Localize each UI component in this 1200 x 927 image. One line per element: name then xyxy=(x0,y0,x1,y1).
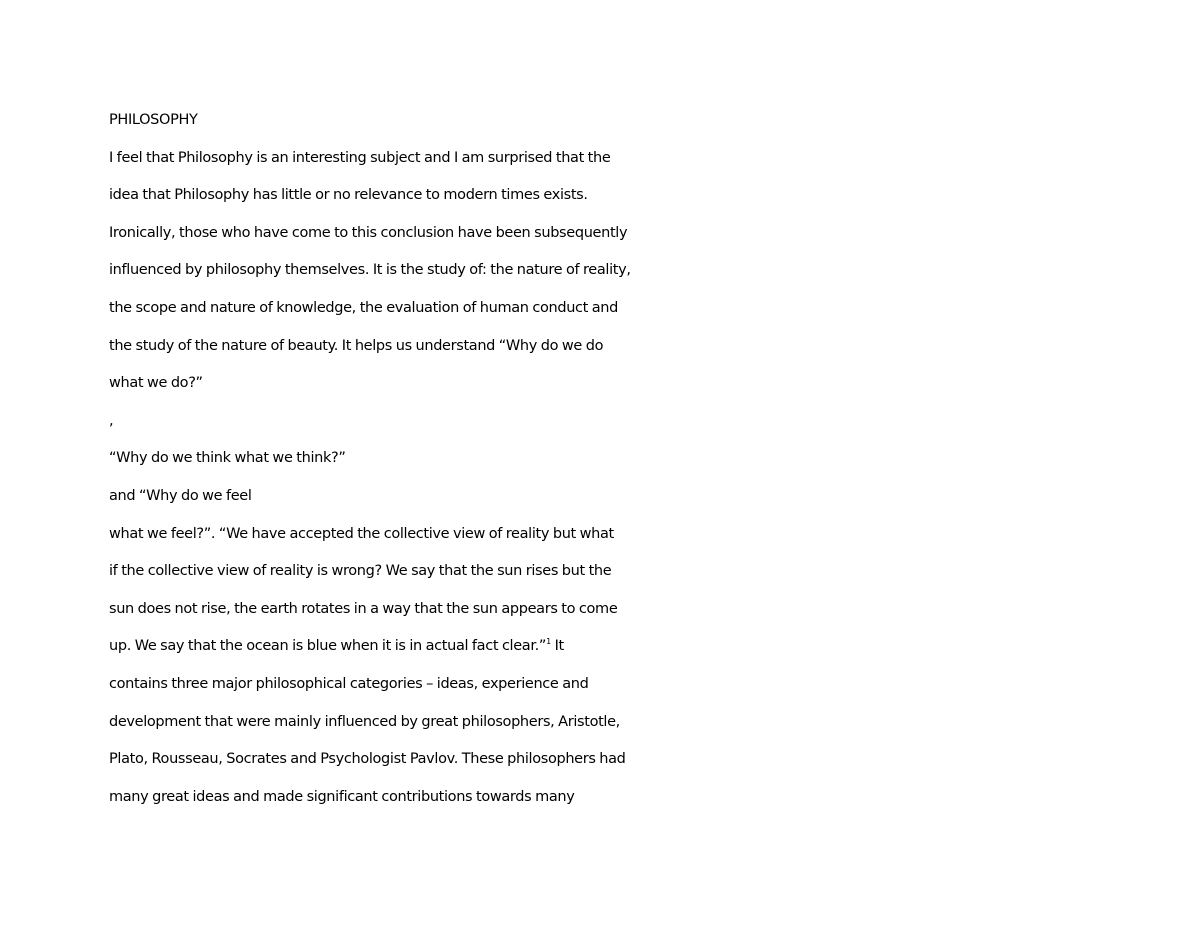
text-line: what we feel?”. “We have accepted the collective view of reality but what xyxy=(109,525,614,542)
text-segment: It xyxy=(550,638,564,655)
text-line: Plato, Rousseau, Socrates and Psychologist Pavlov. These philosophers had xyxy=(109,751,626,768)
text-line: “Why do we think what we think?” xyxy=(109,450,346,467)
text-line: Ironically, those who have come to this conclusion have been subsequently xyxy=(109,224,628,241)
text-line-with-footnote xyxy=(109,634,709,672)
text-segment: up. We say that the ocean is blue when it is in actual fact clear.” xyxy=(109,638,547,655)
document-title: PHILOSOPHY xyxy=(109,112,198,128)
document-body xyxy=(109,108,709,822)
text-line: the scope and nature of knowledge, the evaluation of human conduct and xyxy=(109,299,618,316)
text-line: sun does not rise, the earth rotates in a way that the sun appears to come xyxy=(109,600,618,617)
text-line: , xyxy=(109,412,114,429)
text-line: many great ideas and made significant contributions towards many xyxy=(109,788,575,805)
text-line: if the collective view of reality is wrong? We say that the sun rises but the xyxy=(109,563,612,580)
text-line: I feel that Philosophy is an interesting subject and I am surprised that the xyxy=(109,149,611,166)
text-line: what we do?” xyxy=(109,375,203,392)
text-line: and “Why do we feel xyxy=(109,487,252,504)
text-line: development that were mainly influenced by great philosophers, Aristotle, xyxy=(109,713,620,730)
text-line: contains three major philosophical categories – ideas, experience and xyxy=(109,675,589,692)
text-line: influenced by philosophy themselves. It is the study of: the nature of reality, xyxy=(109,262,631,279)
text-line: the study of the nature of beauty. It helps us understand “Why do we do xyxy=(109,337,604,354)
text-line: idea that Philosophy has little or no relevance to modern times exists. xyxy=(109,187,588,204)
footnote-marker[interactable]: 1 xyxy=(546,637,551,647)
